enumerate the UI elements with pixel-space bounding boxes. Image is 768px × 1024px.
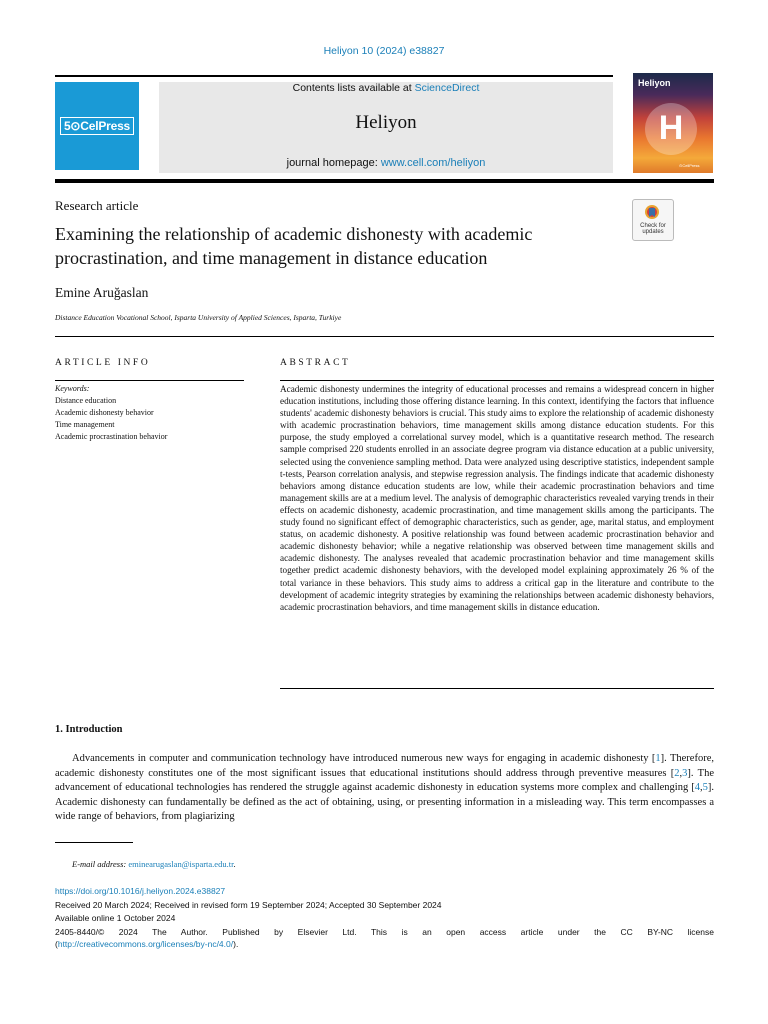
keyword-item: Academic procrastination behavior (55, 432, 168, 441)
abstract-text: Academic dishonesty undermines the integrity of educational processes and remains a widespread concern in higher education institutions, including those offering distance learning. In this context, identifying the factors that influence students' academic dishonesty behaviors is crucial. This study aims to explore the relationship of academic dishonesty with academic procrastination behaviors, time management skills among distance education students. For this purpose, the study employed a correlational survey model, which is a quantitative research method. The research sample comprised 220 students enrolled in an associate degree program via distance education at a public university, selected using the convenience sampling method. Data were analyzed using descriptive statistics, independent sample t-tests, Pearson correlation analysis, and stepwise regression analysis. The findings indicate that academic dishonesty behaviors among distance education students are low, while their academic procrastination behaviors and time management skills are at a medium level. The analysis of demographic characteristics revealed varying trends in their effects on academic dishonesty, academic procrastination, and time management skills among the participants. The study found no significant effect of demographic characteristics, such as gender, age, marital status, and employment status, on academic dishonesty. A positive relationship was found between academic procrastination behavior and academic dishonesty behavior; while a negative relationship was observed between time management skills and academic dishonesty. The analyses revealed that academic procrastination behavior and time management skills together predict academic dishonesty behaviors, with the developed model explaining approximately 26 % of the total variance in these behaviors. This study aims to address a critical gap in the literature and contribute to the development of academic integrity strategies by examining the relationships between academic dishonesty behaviors, academic procrastination behaviors, and time management skills in distance education. (280, 384, 714, 612)
article-type: Research article (55, 198, 139, 213)
author-name[interactable]: Emine Aruğaslan (55, 285, 149, 300)
homepage-prefix: journal homepage: (286, 157, 381, 169)
reference-link[interactable]: 5 (702, 782, 708, 794)
author-affiliation: Distance Education Vocational School, Isparta University of Applied Sciences, Isparta, Turkiye (55, 313, 342, 322)
introduction-heading: 1. Introduction (55, 724, 123, 735)
keyword-item: Academic dishonesty behavior (55, 408, 154, 417)
cellpress-logo-text: 5⊙CelPress (60, 117, 134, 135)
abstract-heading: ABSTRACT (280, 358, 351, 368)
email-link[interactable]: eminearugaslan@isparta.edu.tr (128, 859, 234, 869)
abstract-rule (280, 380, 714, 381)
received-dates: Received 20 March 2024; Received in revised form 19 September 2024; Accepted 30 September 2024 (55, 900, 442, 910)
sciencedirect-link[interactable]: ScienceDirect (414, 82, 480, 94)
reference-link[interactable]: 1 (655, 753, 661, 764)
contents-prefix: Contents lists available at (292, 82, 415, 94)
keyword-item: Distance education (55, 396, 117, 405)
email-footnote: E-mail address: eminearugaslan@isparta.edu.tr. (72, 859, 236, 869)
footnote-rule (55, 842, 133, 843)
article-info-heading: ARTICLE INFO (55, 358, 151, 368)
heliyon-cover[interactable] (633, 73, 713, 173)
license-line: (http://creativecommons.org/licenses/by-nc/4.0/). (55, 939, 239, 949)
abstract-bottom-rule (280, 688, 714, 689)
journal-name: Heliyon (355, 112, 417, 133)
article-info-rule (55, 380, 244, 381)
doi-link[interactable]: https://doi.org/10.1016/j.heliyon.2024.e38827 (55, 886, 226, 896)
masthead-rule (55, 179, 714, 183)
homepage-line (159, 157, 613, 169)
header-rule (55, 75, 613, 77)
cover-title: Heliyon (638, 78, 671, 88)
homepage-link[interactable]: www.cell.com/heliyon (380, 157, 486, 169)
keyword-item: Time management (55, 420, 115, 429)
reference-link[interactable]: 3 (682, 767, 688, 779)
keywords-list (55, 395, 167, 443)
license-text: 2405-8440/© 2024 The Author. Published by Elsevier Ltd. This is an open access article under the CC BY-NC license (55, 927, 714, 937)
cover-letter: H (658, 109, 684, 147)
keywords-label: Keywords: (55, 384, 90, 393)
email-label: E-mail address: (72, 859, 127, 869)
introduction-paragraph: Advancements in computer and communication technology have introduced numerous new ways for engaging in academic dishonesty [1]. Therefore, academic dishonesty constitutes one of the most significant issues that educational institutions should address through preventive measures [2,3]. The advancement of educational technologies has rendered the struggle against academic dishonesty in education systems more complex and challenging [4,5]. Academic dishonesty can fundamentally be defined as the act of obtaining, using, or presenting information in a misleading way. This term encompasses a wide range of behaviors, from plagiarizing (55, 753, 714, 823)
reference-link[interactable]: 2 (674, 767, 680, 779)
contents-line (159, 82, 613, 94)
article-title: Examining the relationship of academic dishonesty with academic procrastination, and time management in distance education (55, 224, 533, 268)
section-rule (55, 336, 714, 337)
reference-link[interactable]: 4 (694, 782, 700, 794)
check-for-updates-icon (644, 204, 660, 222)
available-online: Available online 1 October 2024 (55, 913, 176, 923)
check-for-updates-button[interactable] (632, 199, 674, 241)
cover-publisher: ⊙CellPress (679, 163, 700, 168)
cellpress-logo[interactable] (55, 82, 139, 170)
journal-citation[interactable]: Heliyon 10 (2024) e38827 (323, 45, 445, 57)
license-link[interactable]: http://creativecommons.org/licenses/by-nc/4.0/ (57, 939, 234, 949)
check-for-updates-label: Check for updates (640, 223, 666, 235)
